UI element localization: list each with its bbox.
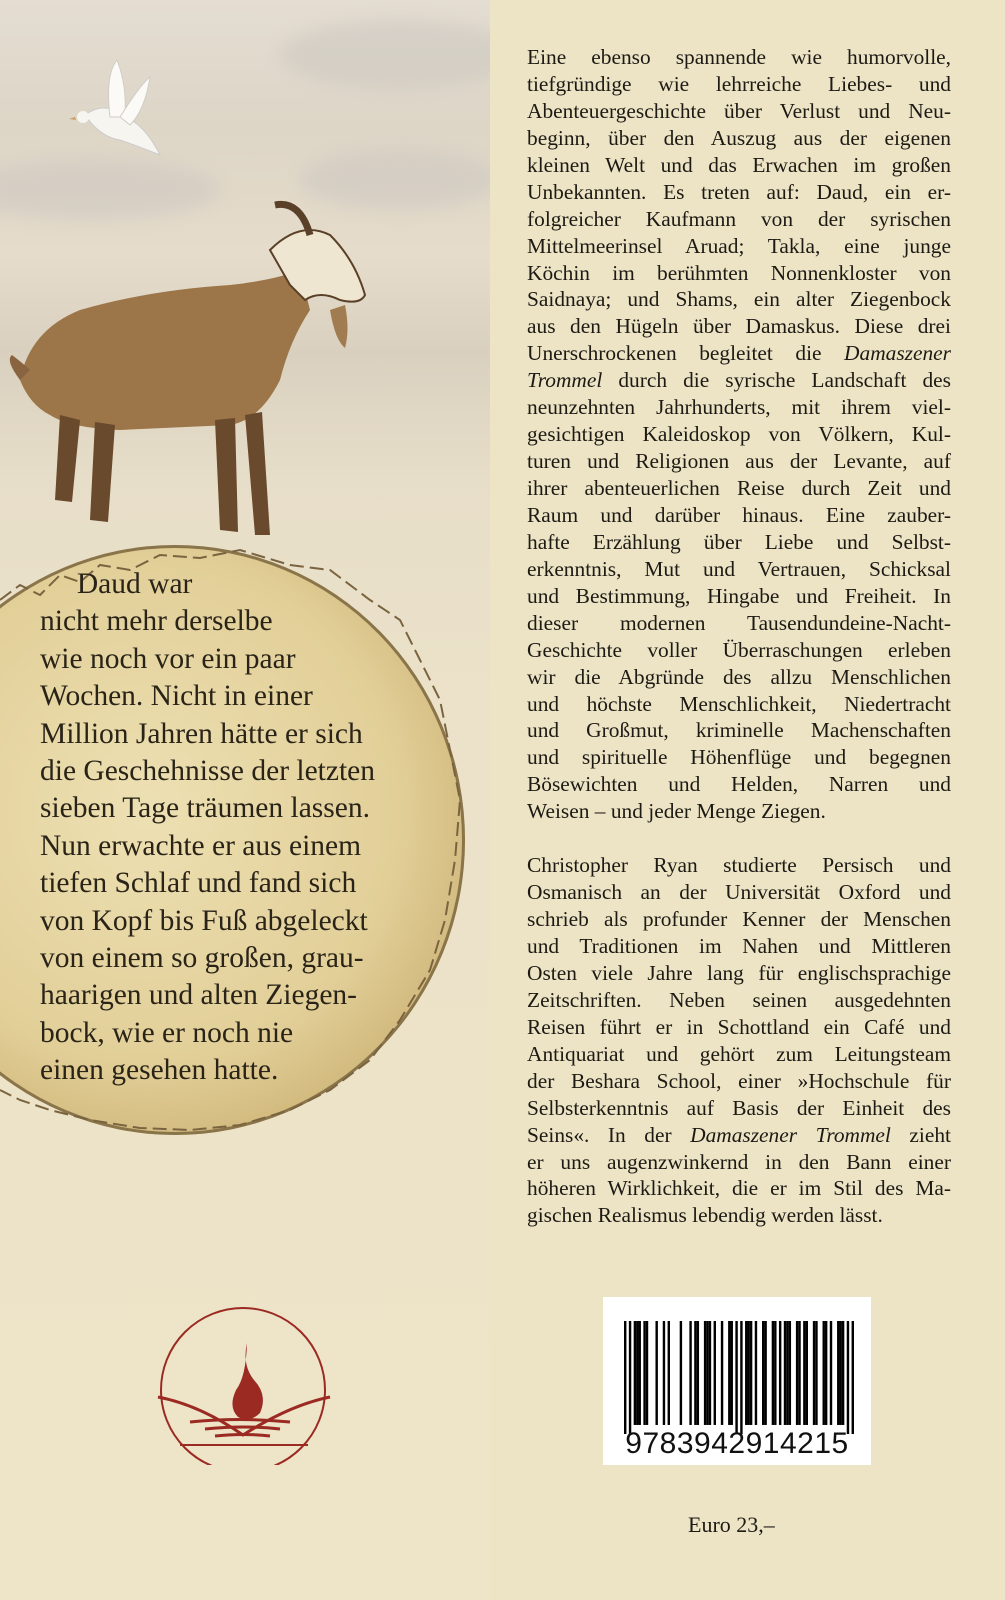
dove-icon: [65, 55, 165, 170]
blurb-line: kleinen Welt und das Erwachen im großen: [527, 152, 951, 177]
barcode-bar: [852, 1321, 854, 1434]
barcode-bar: [680, 1321, 682, 1425]
blurb-line: Unerschrockenen begleitet die Damaszener: [527, 341, 951, 366]
blurb-line: hafte Erzählung über Liebe und Selbst-: [527, 529, 951, 554]
quote-line: tiefen Schlaf und fand sich: [40, 867, 357, 900]
quote-line: Wochen. Nicht in einer: [40, 680, 313, 713]
barcode-bar: [813, 1321, 815, 1425]
author-bio-line: er uns augenzwinkernd in den Bann einer: [527, 1149, 951, 1174]
barcode-bar: [740, 1321, 742, 1434]
blurb-line: und Bestimmung, Hingabe und Freiheit. In: [527, 583, 951, 608]
barcode-bar: [774, 1321, 776, 1425]
quote-line: von Kopf bis Fuß abgeleckt: [40, 904, 368, 937]
barcode-bar: [786, 1321, 788, 1425]
publisher-logo-icon: [150, 1305, 340, 1465]
blurb-line: und spirituelle Höhenflüge und begegnen: [527, 745, 951, 770]
barcode-bar: [779, 1321, 781, 1425]
barcode-bar: [728, 1321, 730, 1425]
author-bio-line: Zeitschriften. Neben seinen ausgedehnten: [527, 987, 951, 1012]
paragraph-gap: [527, 825, 951, 852]
blurb-line: tiefgründige wie lehrreiche Liebes- und: [527, 71, 951, 96]
barcode-bar: [634, 1321, 636, 1425]
blurb-line: turen und Religionen aus der Levante, auf: [527, 449, 951, 474]
barcode-bar: [806, 1321, 808, 1425]
quote-line: einen gesehen hatte.: [40, 1054, 279, 1087]
author-bio-line: Selbsterkenntnis auf Basis der Einheit des: [527, 1095, 951, 1120]
quote-line: nicht mehr derselbe: [40, 605, 273, 638]
blurb-line: ihrer abenteuerlichen Reise durch Zeit und: [527, 476, 951, 500]
blurb-line: Trommel durch die syrische Landschaft des: [527, 368, 951, 393]
blurb-line: gesichtigen Kaleidoskop von Völkern, Kul-: [527, 422, 951, 447]
author-bio-line: höheren Wirklichkeit, die er im Stil des Ma-: [527, 1176, 951, 1201]
barcode-bar: [735, 1321, 737, 1434]
barcode-bar: [762, 1321, 764, 1425]
barcode-bar: [825, 1321, 827, 1425]
quote-line: wie noch vor ein paar: [40, 642, 296, 675]
barcode-bar: [706, 1321, 708, 1425]
barcode-bar: [697, 1321, 699, 1425]
barcode-bars: [624, 1321, 854, 1434]
barcode-bar: [694, 1321, 696, 1425]
barcode-bar: [750, 1321, 752, 1425]
quote-line: Daud war: [40, 568, 193, 600]
barcode-bar: [796, 1321, 798, 1425]
barcode-bar: [663, 1321, 665, 1425]
blurb-line: Geschichte voller Überraschungen erleben: [527, 637, 951, 662]
barcode-bar: [629, 1321, 631, 1434]
barcode-bar: [747, 1321, 749, 1425]
blurb-line: Weisen – und jeder Menge Ziegen.: [527, 799, 826, 824]
blurb-line: aus den Hügeln über Damaskus. Diese drei: [527, 314, 951, 339]
author-bio-line: Osten viele Jahre lang für englischsprachige: [527, 960, 951, 985]
barcode-bar: [745, 1321, 747, 1425]
quote-line: von einem so großen, grau-: [40, 942, 364, 975]
barcode-bar: [837, 1321, 839, 1425]
blurb-line: Saidnaya; und Shams, ein alter Ziegenbock: [527, 287, 951, 312]
barcode-bar: [847, 1321, 849, 1434]
blurb-line: wir die Abgründe des allzu Menschlichen: [527, 664, 951, 689]
isbn-number: 9783942914215: [625, 1427, 849, 1460]
isbn-barcode: [603, 1297, 871, 1465]
barcode-bar: [842, 1321, 844, 1425]
blurb-line: Abenteuergeschichte über Verlust und Neu-: [527, 98, 951, 123]
barcode-bar: [772, 1321, 774, 1425]
author-bio-line: Reisen führt er in Schottland ein Café und: [527, 1014, 951, 1039]
blurb-line: neunzehnten Jahrhunderts, mit ihrem viel-: [527, 395, 951, 420]
author-bio-line: gischen Realismus lebendig werden lässt.: [527, 1203, 883, 1228]
quote-line: haarigen und alten Ziegen-: [40, 979, 357, 1012]
author-bio-line: und Traditionen im Nahen und Mittleren: [527, 934, 951, 958]
author-bio-line: Seins«. In der Damaszener Trommel zieht: [527, 1122, 951, 1147]
barcode-bar: [815, 1321, 817, 1425]
author-bio-line: schrieb als profunder Kenner der Menschen: [527, 907, 951, 932]
barcode-bar: [636, 1321, 638, 1425]
blurb-line: Eine ebenso spannende wie humorvolle,: [527, 45, 951, 69]
price-label: Euro 23,–: [688, 1512, 775, 1537]
blurb-line: dieser modernen Tausendundeine-Nacht-: [527, 610, 951, 635]
barcode-bar: [709, 1321, 711, 1425]
blurb-line: erkenntnis, Mut und Vertrauen, Schicksal: [527, 556, 951, 581]
barcode-bar: [646, 1321, 648, 1425]
blurb-line: Unbekannten. Es treten auf: Daud, ein er-: [527, 179, 951, 204]
goat-illustration: [0, 190, 380, 560]
blurb-line: Mittelmeerinsel Aruad; Takla, eine junge: [527, 233, 951, 258]
quote-line: bock, wie er noch nie: [40, 1016, 294, 1049]
barcode-bar: [839, 1321, 841, 1425]
barcode-bar: [789, 1321, 791, 1425]
barcode-bar: [830, 1321, 832, 1425]
quote-line: Million Jahren hätte er sich: [40, 717, 363, 750]
back-cover-text: [527, 44, 951, 1229]
barcode-bar: [639, 1321, 641, 1425]
barcode-bar: [803, 1321, 805, 1425]
blurb-line: Raum und darüber hinaus. Eine zauber-: [527, 502, 951, 527]
barcode-bar: [731, 1321, 733, 1425]
cover-illustration-panel: [0, 0, 490, 1600]
barcode-bar: [704, 1321, 706, 1425]
quote-line: sieben Tage träumen lassen.: [40, 792, 370, 825]
barcode-bar: [643, 1321, 645, 1425]
barcode-bar: [668, 1321, 670, 1425]
barcode-bar: [784, 1321, 786, 1425]
blurb-line: beginn, über den Auszug aus der eigenen: [527, 125, 951, 150]
barcode-bar: [714, 1321, 716, 1425]
barcode-bar: [798, 1321, 800, 1425]
barcode-bar: [823, 1321, 825, 1425]
barcode-bar: [689, 1321, 691, 1425]
blurb-line: folgreicher Kaufmann von der syrischen: [527, 206, 951, 231]
blurb-line: und Großmut, kriminelle Machenschaften: [527, 718, 951, 743]
barcode-bar: [764, 1321, 766, 1425]
barcode-bar: [655, 1321, 657, 1425]
author-bio-line: der Beshara School, einer »Hochschule für: [527, 1068, 951, 1093]
quote-line: die Geschehnisse der letzten: [40, 755, 376, 788]
drum-quote: [40, 566, 460, 1090]
barcode-bar: [721, 1321, 723, 1425]
barcode-bar: [755, 1321, 757, 1425]
author-bio-line: Christopher Ryan studierte Persisch und: [527, 853, 951, 878]
author-bio-line: Antiquariat und gehört zum Leitungsteam: [527, 1041, 951, 1066]
author-bio-line: Osmanisch an der Universität Oxford und: [527, 880, 951, 905]
blurb-line: Bösewichten und Helden, Narren und: [527, 772, 951, 797]
barcode-bar: [624, 1321, 626, 1434]
quote-line: Nun erwachte er aus einem: [40, 829, 362, 862]
blurb-line: und höchste Menschlichkeit, Niedertracht: [527, 691, 951, 716]
blurb-line: Köchin im berühmten Nonnenkloster von: [527, 260, 951, 285]
